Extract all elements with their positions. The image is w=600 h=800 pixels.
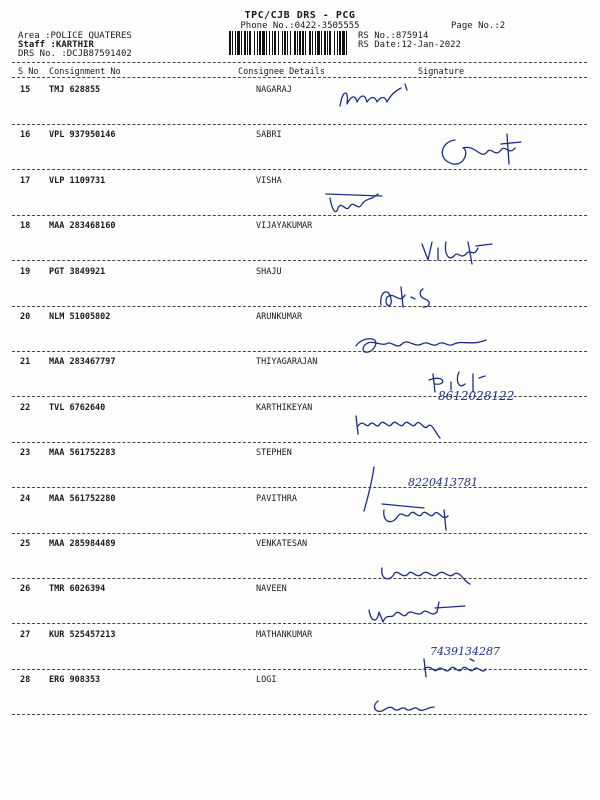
row-consignee: VIJAYAKUMAR [256, 221, 313, 232]
row-sno: 24 [20, 493, 31, 504]
row-separator [12, 714, 587, 715]
row-separator [12, 124, 587, 125]
rs-number: RS No.:875914 [358, 31, 429, 41]
barcode [227, 31, 350, 55]
row-consignee: SHAJU [256, 266, 282, 277]
barcode-bar [321, 31, 322, 55]
table-row [0, 176, 600, 196]
row-sno: 20 [20, 312, 31, 322]
header-rule-bottom [12, 77, 587, 78]
table-row [0, 630, 600, 650]
barcode-bar [290, 31, 291, 55]
row-consignment: MAA 561752283 [49, 448, 116, 459]
row-consignee: LOGI [256, 675, 277, 686]
signature-27 [420, 655, 500, 685]
signature-17 [322, 190, 392, 220]
barcode-bar [342, 31, 345, 55]
barcode-bar [287, 31, 288, 55]
barcode-bar [284, 31, 286, 55]
table-row [0, 312, 600, 332]
row-sno: 15 [20, 85, 31, 95]
row-sno: 23 [20, 448, 31, 459]
document-title: TPC/CJB DRS - PCG [244, 10, 356, 21]
signature-15 [335, 78, 425, 118]
row-sno: 18 [20, 221, 31, 232]
table-row [0, 584, 600, 604]
row-separator [12, 623, 587, 624]
row-sno: 26 [20, 584, 31, 595]
table-row [0, 494, 600, 514]
row-consignment: PGT 3849921 [49, 266, 106, 277]
row-consignment: MAA 283468160 [49, 221, 116, 232]
row-consignee: THIYAGARAJAN [256, 357, 318, 368]
signature-20 [352, 332, 492, 357]
barcode-bar [309, 31, 311, 55]
row-separator [12, 533, 587, 534]
barcode-bar [315, 31, 316, 55]
barcode-bar [274, 31, 276, 55]
row-consignee: STEPHEN [256, 448, 292, 459]
drs-number: DRS No. :DCJB87591402 [18, 49, 132, 59]
table-row [0, 403, 600, 423]
barcode-bar [249, 31, 251, 55]
row-separator [12, 260, 587, 261]
row-consignee: ARUNKUMAR [256, 312, 303, 322]
row-consignee: PAVITHRA [256, 493, 297, 504]
row-consignee: VISHA [256, 175, 282, 186]
row-separator [12, 442, 587, 443]
header-rule-top [12, 62, 587, 63]
barcode-bar [257, 31, 258, 55]
row-consignee: NAVEEN [256, 584, 287, 595]
staff-field: Staff :KARTHIR [18, 40, 94, 50]
table-row [0, 85, 600, 105]
barcode-bar [346, 31, 347, 55]
rs-date: RS Date:12-Jan-2022 [358, 40, 461, 50]
row-separator [12, 351, 587, 352]
barcode-bar [278, 31, 279, 55]
barcode-bar [297, 31, 298, 55]
row-consignee: KARTHIKEYAN [256, 402, 313, 413]
signature-23 [360, 465, 380, 515]
barcode-bar [241, 31, 242, 55]
row-consignee: SABRI [256, 130, 282, 141]
table-row [0, 448, 600, 468]
signature-22 [352, 410, 447, 442]
phone-note-27: 7439134287 [430, 645, 500, 658]
barcode-bar [259, 31, 261, 55]
row-sno: 27 [20, 629, 31, 640]
barcode-bar [324, 31, 326, 55]
row-consignment: KUR 525457213 [49, 629, 116, 640]
barcode-bar [229, 31, 231, 55]
signature-18 [418, 238, 498, 268]
signature-16 [435, 130, 530, 175]
barcode-bar [247, 31, 248, 55]
row-separator [12, 215, 587, 216]
phone-note-23: 8220413781 [408, 476, 478, 489]
row-consignment: MAA 285984489 [49, 539, 116, 549]
barcode-bar [235, 31, 236, 55]
table-row [0, 221, 600, 241]
barcode-bar [329, 31, 331, 55]
row-consignment: VLP 1109731 [49, 175, 106, 186]
row-consignee: VENKATESAN [256, 539, 308, 549]
barcode-bar [305, 31, 306, 55]
barcode-bar [237, 31, 240, 55]
row-consignment: TMR 6026394 [49, 584, 106, 595]
phone-number: Phone No.:0422-3505555 [240, 21, 360, 31]
barcode-bar [327, 31, 328, 55]
row-separator [12, 487, 587, 488]
signature-26 [365, 598, 475, 628]
row-consignment: MAA 561752280 [49, 493, 116, 504]
barcode-bar [272, 31, 273, 55]
row-sno: 28 [20, 675, 31, 686]
barcode-bar [282, 31, 283, 55]
row-separator [12, 578, 587, 579]
row-sno: 25 [20, 539, 31, 549]
row-consignment: NLM 51005802 [49, 312, 111, 322]
signature-25 [378, 562, 488, 588]
table-row [0, 675, 600, 695]
table-row [0, 267, 600, 287]
row-consignee: NAGARAJ [256, 85, 292, 95]
barcode-bar [266, 31, 267, 55]
row-sno: 22 [20, 402, 31, 413]
table-row [0, 539, 600, 559]
row-consignment: ERG 908353 [49, 675, 101, 686]
barcode-bar [302, 31, 304, 55]
row-sno: 19 [20, 266, 31, 277]
barcode-bar [232, 31, 233, 55]
barcode-bar [299, 31, 301, 55]
phone-note-22: 8612028122 [438, 389, 515, 403]
signature-28 [370, 695, 440, 717]
barcode-bar [312, 31, 313, 55]
page-number: Page No.:2 [451, 21, 506, 31]
row-consignment: MAA 283467797 [49, 357, 116, 368]
barcode-bar [334, 31, 335, 55]
barcode-bar [337, 31, 338, 55]
row-separator [12, 669, 587, 670]
row-separator [12, 306, 587, 307]
row-sno: 21 [20, 357, 31, 368]
signature-19 [375, 283, 450, 313]
area-field: Area :POLICE QUATERES [18, 31, 132, 41]
barcode-bar [262, 31, 265, 55]
col-consignment: Consignment No [49, 67, 121, 77]
signature-24 [378, 500, 468, 532]
row-consignment: VPL 937950146 [49, 130, 116, 141]
row-sno: 17 [20, 175, 31, 186]
row-consignment: TMJ 628855 [49, 85, 101, 95]
col-sno: S No [18, 67, 39, 77]
barcode-bar [269, 31, 270, 55]
row-consignment: TVL 6762640 [49, 402, 106, 413]
barcode-bar [254, 31, 255, 55]
barcode-bar [317, 31, 320, 55]
row-consignee: MATHANKUMAR [256, 629, 313, 640]
barcode-bar [294, 31, 296, 55]
barcode-bar [339, 31, 341, 55]
table-row [0, 357, 600, 377]
barcode-bar [244, 31, 246, 55]
col-signature: Signature [418, 67, 465, 77]
row-sno: 16 [20, 130, 31, 141]
col-consignee: Consignee Details [238, 67, 325, 77]
